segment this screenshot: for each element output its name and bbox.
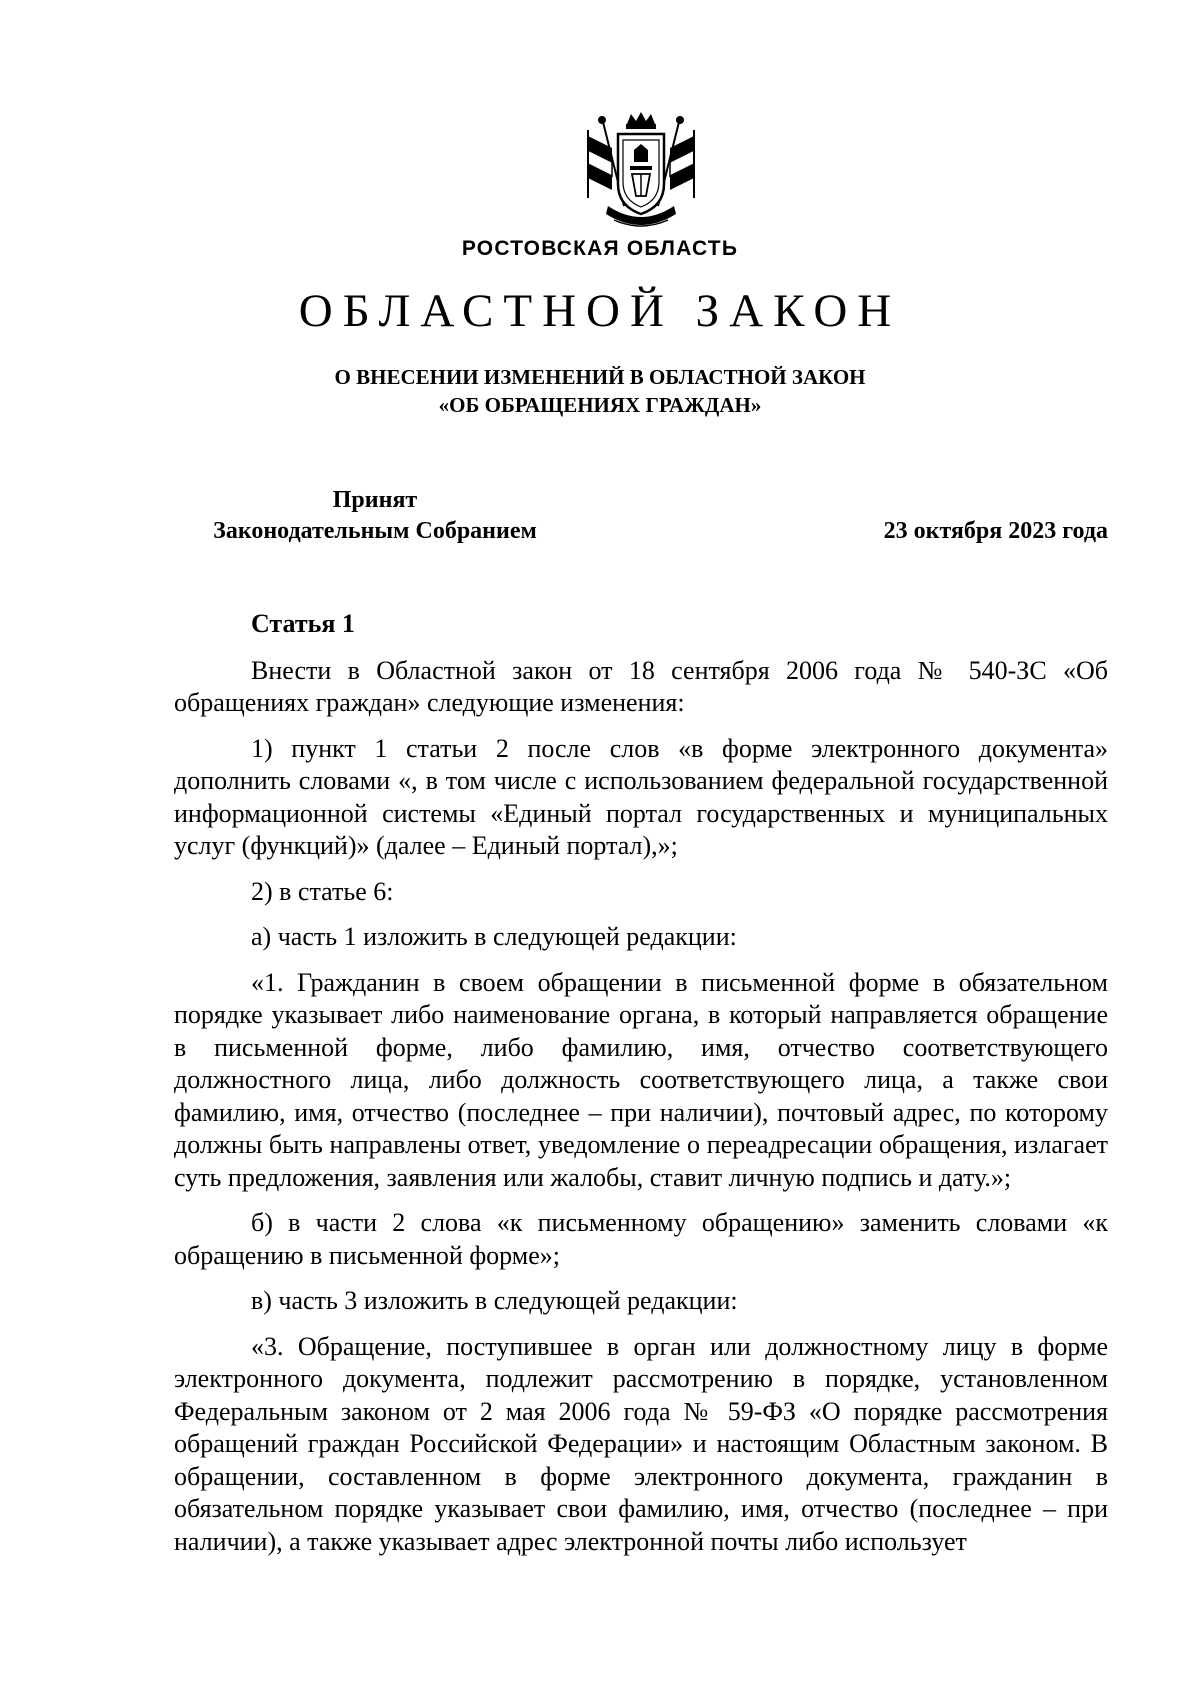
- law-subtitle: [0, 363, 1200, 419]
- document-type-title: ОБЛАСТНОЙ ЗАКОН: [298, 285, 902, 337]
- adoption-label: [175, 485, 575, 547]
- article-body: [174, 608, 1108, 1570]
- article-paragraph: «1. Гражданин в своем обращении в письменной форме в обязательном порядке указывает либо наименование органа, в который направляется обращение в письменной форме, либо фамилию, имя, отчество соответствующего должностного лица, либо должность соответствующего лица, а также свои фамилию, имя, отчество (последнее – при наличии), почтовый адрес, по которому должны быть направлены ответ, уведомление о переадресации обращения, излагает суть предложения, заявления или жалобы, ставит личную подпись и дату.»;: [174, 967, 1108, 1192]
- article-paragraph: в) часть 3 изложить в следующей редакции:: [251, 1286, 738, 1315]
- article-paragraph: «3. Обращение, поступившее в орган или должностному лицу в форме электронного документа, подлежит рассмотрению в порядке, установленном Федеральным законом от 2 мая 2006 года № 59-ФЗ «О порядке рассмотрения обращений граждан Российской Федерации» и настоящим Областным законом. В обращении, составленном в форме электронного документа, гражданин в обязательном порядке указывает свои фамилию, имя, отчество (последнее – при наличии), а также указывает адрес электронной почты либо использует: [174, 1331, 1108, 1556]
- law-subtitle-line-1: О ВНЕСЕНИИ ИЗМЕНЕНИЙ В ОБЛАСТНОЙ ЗАКОН: [334, 365, 866, 389]
- region-name: РОСТОВСКАЯ ОБЛАСТЬ: [461, 237, 739, 260]
- adoption-label-line-1: Принят: [332, 487, 418, 513]
- adoption-label-line-2: Законодательным Собранием: [213, 518, 537, 544]
- article-paragraph: Внести в Областной закон от 18 сентября 2006 года № 540-ЗС «Об обращениях граждан» следующие изменения:: [174, 655, 1108, 717]
- article-paragraph: б) в части 2 слова «к письменному обращению» заменить словами «к обращению в письменной форме»;: [174, 1208, 1108, 1270]
- law-subtitle-line-2: «ОБ ОБРАЩЕНИЯХ ГРАЖДАН»: [438, 393, 762, 417]
- article-paragraph: 1) пункт 1 статьи 2 после слов «в форме электронного документа» дополнить словами «, в том числе с использованием федеральной государственной информационной системы «Единый портал государственных и муниципальных услуг (функций)» (далее – Единый портал),»;: [174, 733, 1108, 860]
- adoption-date: 23 октября 2023 года: [883, 518, 1108, 544]
- article-paragraph: а) часть 1 изложить в следующей редакции:: [251, 922, 737, 951]
- article-paragraph: 2) в статье 6:: [251, 876, 394, 906]
- article-heading: Статья 1: [251, 609, 355, 638]
- coat-of-arms-icon: [578, 110, 704, 234]
